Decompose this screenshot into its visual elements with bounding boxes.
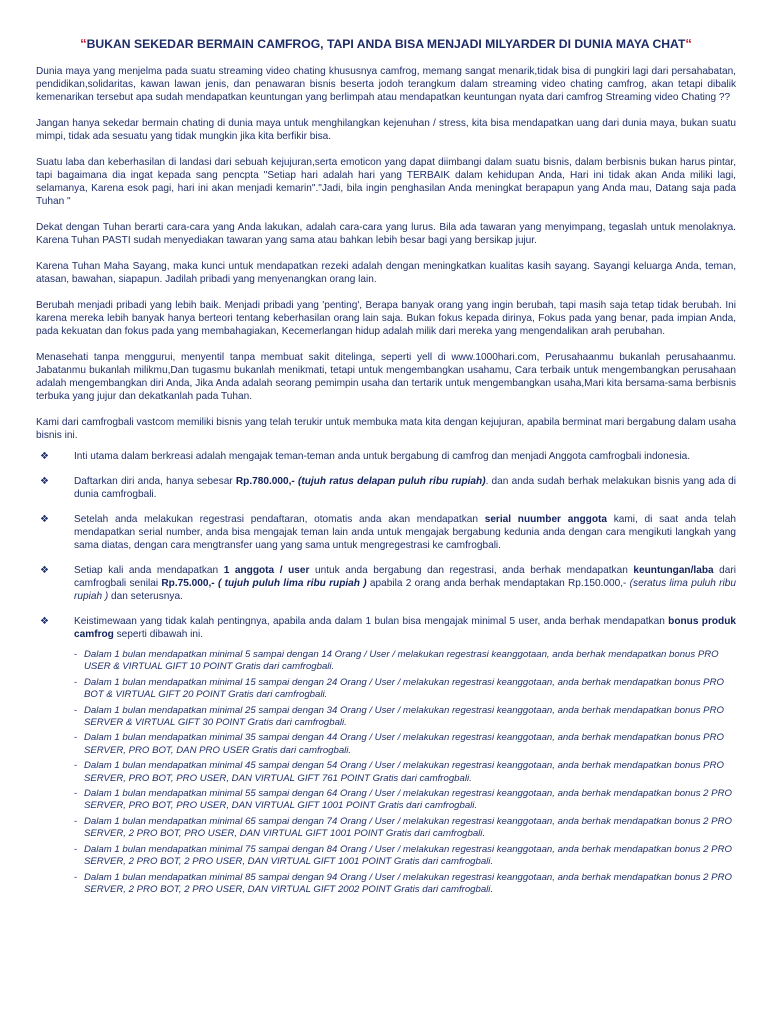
profit-label: keuntungan/laba	[633, 565, 714, 576]
bonus-tier-text: Dalam 1 bulan mendapatkan minimal 55 sampai dengan 64 Orang / User / melakukan regestrasi keanggotaan, anda berhak mendapatkan bonus 2 PRO SERVER, PRO BOT, PRO USER, DAN VIRTUAL GIFT 1001 POINT Gratis dari camfrogbali.	[84, 788, 732, 812]
paragraph-kasih-sayang: Karena Tuhan Maha Sayang, maka kunci untuk mendapatkan rezeki adalah dengan meningkatkan kualitas kasih sayang. Sayangi keluarga Anda, teman, atasan, bawahan, siapapun. Jadilah pribadi yang menyenangkan orang lain.	[36, 261, 736, 285]
paragraph-dekat-tuhan: Dekat dengan Tuhan berarti cara-cara yang Anda lakukan, adalah cara-cara yang lurus. Bila ada tawaran yang menyimpang, tegaslah untuk menolaknya. Karena Tuhan PASTI sudah menyediakan tawaran yang sama atau bahkan lebih besar bagi yang bersikap jujur.	[36, 222, 736, 246]
dash-bullet-icon: -	[74, 732, 78, 744]
dash-bullet-icon: -	[74, 871, 78, 883]
bullet-text: dan seterusnya.	[108, 591, 183, 602]
bullet-text: Keistimewaan yang tidak kalah pentingnya, apabila anda dalam 1 bulan bisa mengajak minimal 5 user, anda berhak mendapatkan	[74, 616, 669, 627]
bullet-text: apabila 2 orang anda berhak mendaptakan Rp.150.000,-	[366, 578, 630, 589]
diamond-bullet-icon: ❖	[40, 476, 49, 487]
bonus-tier-text: Dalam 1 bulan mendapatkan minimal 5 sampai dengan 14 Orang / User / melakukan regestrasi keanggotaan, anda berhak mendapatkan bonus PRO USER & VIRTUAL GIFT 10 POINT Gratis dari camfrogbali.	[84, 649, 719, 673]
paragraph-berubah: Berubah menjadi pribadi yang lebih baik. Menjadi pribadi yang 'penting', Berapa banyak orang yang ingin berubah, tapi masih saja tetap tidak berubah. Ini karena mereka lebih banyak hanya berteori tentang keberhasilan orang lain saja. Bukan fokus kepada dirinya, Fokus pada yang benar, pada impian Anda, pada kekuatan dan fokus pada yang membahagiakan, Kecemerlangan hidup adalah milik dari mereka yang mengendalikan arah perubahan.	[36, 300, 736, 337]
dash-bullet-icon: -	[74, 676, 78, 688]
paragraph-menasehati: Menasehati tanpa menggurui, menyentil tanpa membuat sakit ditelinga, seperti yell di www.1000hari.com, Perusahaanmu bukanlah perusahaanmu. Jabatanmu bukanlah milikmu,Dan tugasmu bukanlah menikmati, tetapi untuk mengembangkan usahamu, Cara terbaik untuk mengembangkan perusahaan adalah mengembangkan diri Anda, Jika Anda adalah seorang pemimpin usaha dan tertarik untuk mengembangkan usaha,Mari kita bersama-sama berbisnis terbuka yang jujur dan dekatkanlah pada Tuhan.	[36, 352, 736, 402]
bonus-tier-item	[36, 788, 736, 813]
bonus-tier-item	[36, 872, 736, 897]
bullet-text: Setiap kali anda mendapatkan	[74, 565, 224, 576]
bullet-text: Daftarkan diri anda, hanya sebesar	[74, 476, 236, 487]
member-label: 1 anggota / user	[223, 565, 310, 576]
bullet-text: seperti dibawah ini.	[113, 629, 204, 640]
title-open-quote: “	[80, 36, 87, 51]
bonus-tier-item	[36, 732, 736, 757]
dash-bullet-icon: -	[74, 649, 78, 660]
diamond-bullet-icon: ❖	[40, 451, 49, 462]
bonus-tier-item	[36, 705, 736, 730]
diamond-bullet-icon: ❖	[40, 565, 49, 576]
bullet-item	[36, 615, 736, 641]
profit-amount-words: ( tujuh puluh lima ribu rupiah )	[214, 578, 367, 589]
serial-number-label: serial nuumber anggota	[484, 514, 607, 525]
paragraph-invitation: Kami dari camfrogbali vastcom memiliki bisnis yang telah terukir untuk membuka mata kita dengan kejujuran, apabila berminat mari bergabung dalam usaha bisnis ini.	[36, 417, 736, 441]
paragraph-chating: Jangan hanya sekedar bermain chating di dunia maya untuk menghilangkan kejenuhan / stress, kita bisa mendapatkan uang dari dunia maya, bukan suatu mimpi, tidak ada sesuatu yang tidak mungkin jika kita berfikir bisa.	[36, 118, 736, 142]
bullet-item	[36, 513, 736, 552]
diamond-bullet-icon: ❖	[40, 616, 49, 627]
bonus-tier-text: Dalam 1 bulan mendapatkan minimal 15 sampai dengan 24 Orang / User / melakukan regestrasi keanggotaan, anda berhak mendapatkan bonus PRO BOT & VIRTUAL GIFT 20 POINT Gratis dari camfrogbali.	[84, 676, 724, 701]
registration-price-words: (tujuh ratus delapan puluh ribu rupiah)	[294, 476, 486, 487]
bonus-tier-text: Dalam 1 bulan mendapatkan minimal 25 sampai dengan 34 Orang / User / melakukan regestrasi keanggotaan, anda berhak mendapatkan bonus PRO SERVER & VIRTUAL GIFT 30 POINT Gratis dari camfrogbali.	[84, 704, 724, 729]
bonus-tier-text: Dalam 1 bulan mendapatkan minimal 65 sampai dengan 74 Orang / User / melakukan regestrasi keanggotaan, anda berhak mendapatkan bonus 2 PRO SERVER, 2 PRO BOT, PRO USER, DAN VIRTUAL GIFT 1001 POINT Gratis dari camfrogbali.	[84, 815, 732, 840]
dash-bullet-icon: -	[74, 843, 78, 855]
bullet-text: kami, di saat anda telah mendapatkan serial number, anda bisa mengajak teman lain anda untuk mengajak bergabung kedunia anda dengan cara mengikuti langkah yang sama diatas, dengan cara mengtransfer uang yang sama untuk mengregestrasi ke camfrogbali.	[74, 514, 736, 551]
bonus-tier-list	[36, 649, 736, 896]
bonus-tier-item	[36, 677, 736, 702]
bonus-tier-item	[36, 760, 736, 785]
bullet-text: . dan anda sudah berhak melakukan bisnis yang ada di dunia camfrogbali.	[74, 476, 736, 500]
dash-bullet-icon: -	[74, 788, 78, 800]
registration-price: Rp.780.000,-	[235, 476, 295, 487]
bullet-item	[36, 475, 736, 501]
title-close-quote: “	[685, 36, 692, 51]
title-text: BUKAN SEKEDAR BERMAIN CAMFROG, TAPI ANDA BISA MENJADI MILYARDER DI DUNIA MAYA CHAT	[86, 37, 686, 51]
bonus-tier-item	[36, 816, 736, 841]
diamond-bullet-icon: ❖	[40, 514, 49, 525]
bullet-text: Setelah anda melakukan regestrasi pendaftaran, otomatis anda akan mendapatkan	[74, 514, 485, 525]
bonus-tier-item	[36, 649, 736, 674]
bonus-tier-item	[36, 844, 736, 869]
dash-bullet-icon: -	[74, 760, 78, 772]
dash-bullet-icon: -	[74, 815, 78, 827]
bullet-text: dari camfrogbali senilai	[74, 565, 737, 589]
double-profit-words: (seratus lima puluh ribu rupiah )	[74, 578, 737, 602]
bonus-product-label: bonus produk camfrog	[74, 616, 736, 640]
benefit-bullet-list	[36, 450, 736, 641]
profit-amount: Rp.75.000,-	[161, 578, 215, 589]
bonus-tier-text: Dalam 1 bulan mendapatkan minimal 35 sampai dengan 44 Orang / User / melakukan regestrasi keanggotaan, anda berhak mendapatkan bonus PRO SERVER, PRO BOT, DAN PRO USER Gratis dari camfrogbali.	[84, 732, 724, 756]
paragraph-kejujuran: Suatu laba dan keberhasilan di landasi dari sebuah kejujuran,serta emoticon yang dapat diimbangi dalam suatu bisnis, dalam berbisnis bukan harus pintar, tapi bagaimana dia ingat kepada sang pencpta "Setiap hari adalah hari yang TERBAIK dalam kehidupan Anda, Hari ini tidak akan Anda miliki lagi, selamanya, Karena esok pagi, hari ini akan menjadi kemarin"."Jadi, bila ingin penghasilan Anda meningkat berapapun yang Anda mau, Datang saja pada Tuhan "	[36, 157, 736, 207]
bonus-tier-text: Dalam 1 bulan mendapatkan minimal 45 sampai dengan 54 Orang / User / melakukan regestrasi keanggotaan, anda berhak mendapatkan bonus PRO SERVER, PRO BOT, PRO USER, DAN VIRTUAL GIFT 761 POINT Gratis dari camfrogbali.	[84, 760, 724, 784]
bullet-item	[36, 450, 736, 463]
dash-bullet-icon: -	[74, 704, 78, 716]
bullet-item	[36, 564, 736, 603]
document-title	[36, 36, 736, 52]
bullet-text: untuk anda bergabung dan regestrasi, anda berhak mendapatkan	[309, 565, 634, 576]
paragraph-intro: Dunia maya yang menjelma pada suatu streaming video chating khususnya camfrog, memang sangat menarik,tidak bisa di pungkiri lagi dari persahabatan, pendidikan,solidaritas, kawan lawan jenis, dan penawaran bisnis beserta jodoh terangkum dalam streaming video chating camfrog, akan tetapi dibalik kemenarikan tersebut apa sudah mendapatkan keuntungan yang berlimpah atau mendapatkan keuntungan nyata dari camfrog Streaming video Chating ??	[36, 66, 736, 103]
bullet-text: Inti utama dalam berkreasi adalah mengajak teman-teman anda untuk bergabung di camfrog dan menjadi Anggota camfrogbali indonesia.	[74, 451, 691, 462]
bonus-tier-text: Dalam 1 bulan mendapatkan minimal 85 sampai dengan 94 Orang / User / melakukan regestrasi keanggotaan, anda berhak mendapatkan bonus 2 PRO SERVER, 2 PRO BOT, 2 PRO USER, DAN VIRTUAL GIFT 2002 POINT Gratis dari camfrogbali.	[84, 871, 732, 895]
bonus-tier-text: Dalam 1 bulan mendapatkan minimal 75 sampai dengan 84 Orang / User / melakukan regestrasi keanggotaan, anda berhak mendapatkan bonus 2 PRO SERVER, 2 PRO BOT, 2 PRO USER, DAN VIRTUAL GIFT 1001 POINT Gratis dari camfrogbali.	[84, 843, 732, 868]
